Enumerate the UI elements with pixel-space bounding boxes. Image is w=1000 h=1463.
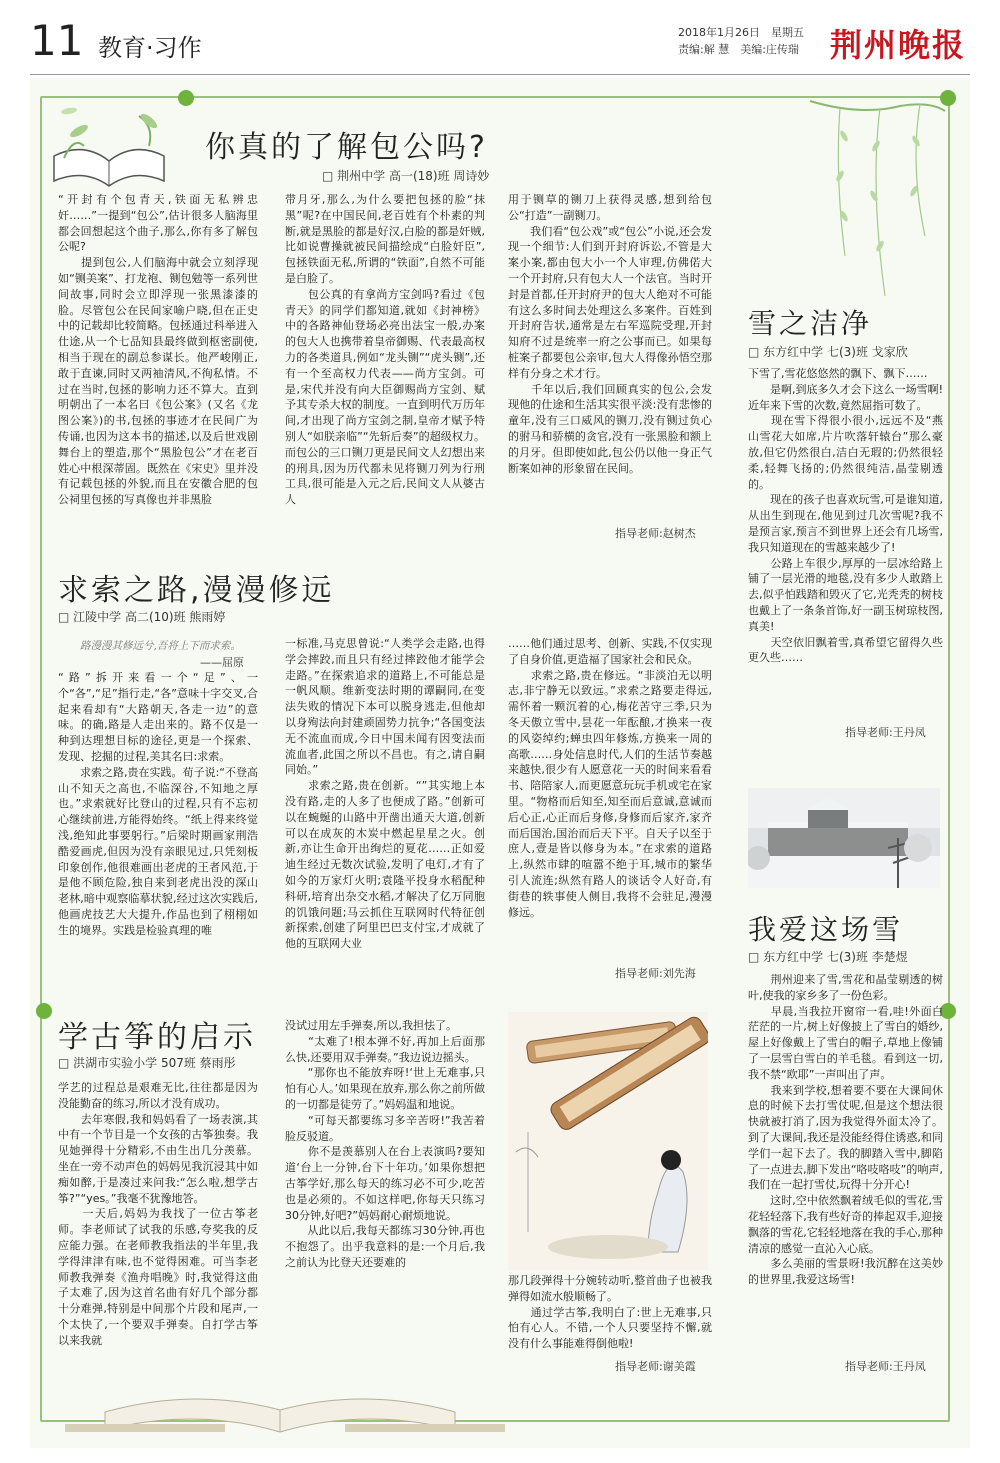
byline-woai: □ 东方红中学 七(3)班 李楚煜 [748, 950, 908, 964]
article-body-woai: 荆州迎来了雪,雪花和晶莹剔透的树叶,使我的家乡多了一份色彩。 早晨,当我拉开窗帘一看,哇!外面白茫茫的一片,树上好像披上了雪白的婚纱,屋上好像戴上了雪白的帽子,草地上像铺了一层雪白雪白的羊毛毯。看到这一切,我不禁“欧耶”一声叫出了声。 我来到学校,想着要不要在大课间休息的时候下去打雪仗呢,但是这个想法很快就被打消了,因为我觉得外面太冷了。到了大课间,我还是没能经得住诱惑,和同学们一起下去了。我的脚踏入雪中,脚陷了一点进去,脚下发出“咯吱咯吱”的响声,我们在一起打雪仗,玩得十分开心! 这时,空中依然飘着绒毛似的雪花,雪花轻轻落下,我有些好奇的捧起双手,迎接飘落的雪花,它轻轻地落在我的手心,那种清凉的感觉一直沁入心底。 多么美丽的雪景呀!我沉醉在这美妙的世界里,我爱这场雪! [748, 973, 943, 1287]
editors-line: 责编:解 慧 美编:庄传瑞 [678, 43, 799, 56]
teacher-baogong: 指导老师:赵树杰 [615, 527, 696, 540]
article-title-guzheng: 学古筝的启示 [58, 1020, 256, 1055]
byline-guzheng: □ 洪湖市实验小学 507班 蔡雨彤 [58, 1056, 236, 1070]
article-title-xue: 雪之洁净 [748, 307, 873, 340]
article-body-qiusuo-col3: ……他们通过思考、创新、实践,不仅实现了自身价值,更造福了国家社会和民众。 求索之路,贵在修远。“非淡泊无以明志,非宁静无以致远。”求索之路要走得远,需怀着一颗沉着的心,梅花苦守三季,只为冬天傲立雪中,昙花一年酝酿,才换来一夜的风姿绰约;蝉虫四年修炼,方换来一周的高歌……身处信息时代,人们的生活节奏越来越快,很少有人愿意花一天的时间来看看书、陪陪家人,而更愿意玩玩手机或宅在家里。“物格而后知至,知至而后意诚,意诚而后心正,心正而后身修,身修而后家齐,家齐而后国治,国治而后天下平。自天子以至于庶人,壹是皆以修身为本。”在求索的道路上,纵然市肆的喧嚣不绝于耳,城市的繁华引人流连;纵然有路人的谈话令人好奇,有街巷的轶事使人侧目,我将不会驻足,漫漫修远。 [508, 637, 712, 919]
epigraph-qiusuo: 路漫漫其修远兮,吾将上下而求索。 [80, 640, 241, 652]
snow-city-wall-photo [748, 788, 940, 888]
byline-xue: □ 东方红中学 七(3)班 戈家欣 [748, 345, 908, 359]
article-body-qiusuo-col1: “路”拆开来看一个“足”、一个“各”,“足”指行走,“各”意味十字交叉,合起来看却有“大路朝天,各走一边”的意味。的确,路是人走出来的。路不仅是一种到达理想目标的途径,更是一个探索、发现、挖掘的过程,美其名曰:求索。 求索之路,贵在实践。荀子说:“不登高山不知天之高也,不临深谷,不知地之厚也。”求索就好比登山的过程,只有不忘初心继续前进,方能得始终。“纸上得来终觉浅,绝知此事要躬行。”后梁时期画家荆浩酷爱画虎,但因为没有亲眼见过,只凭刻板印象创作,他很难画出老虎的王者风范,于是他不顾危险,独自来到老虎出没的深山老林,暗中观察临摹状貌,经过这次实践后,他画虎技艺大大提升,作品也到了栩栩如生的境界。实践是检验真理的唯 [58, 671, 258, 937]
green-dot-icon [36, 1003, 52, 1019]
section-title: 教育·习作 [98, 34, 202, 62]
article-body-guzheng-col3: 那几段弹得十分婉转动听,整首曲子也被我弹得如流水般顺畅了。 通过学古筝,我明白了:世上无难事,只怕有心人。不错,一个人只要坚持不懈,就没有什么事能难得倒他啦! [508, 1274, 712, 1351]
willow-branch-illustration [800, 96, 950, 306]
header-rule [30, 74, 970, 75]
byline-baogong: □ 荆州中学 高一(18)班 周诗妙 [322, 169, 490, 183]
teacher-guzheng: 指导老师:谢美霞 [615, 1360, 696, 1373]
byline-qiusuo: □ 江陵中学 高二(10)班 熊雨婷 [58, 610, 226, 624]
newspaper-logo: 荆州晚报 [830, 26, 967, 64]
article-body-baogong-col2: 带月牙,那么,为什么要把包拯的脸“抹黑”呢?在中国民间,老百姓有个朴素的判断,就是黑脸的都是好汉,白脸的都是奸贼,比如说曹操就被民间描绘成“白脸奸臣”,包拯铁面无私,所谓的“铁面”,自然不可能是白脸了。 包公真的有拿尚方宝剑吗?看过《包青天》的同学们都知道,就如《封神榜》中的各路神仙登场必亮出法宝一般,办案的包大人也携带着皇帝御赐、代表最高权力的各类道具,例如“龙头铡”“虎头铡”,还有一个至高权力代表——尚方宝剑。可是,宋代并没有向大臣御赐尚方宝剑、赋予其专杀大权的制度。一直到明代万历年间,才出现了尚方宝剑之制,皇帝才赋予特别人“如朕亲临”“先斩后奏”的超级权力。而包公的三口铡刀更是民间文人幻想出来的刑具,因为历代都未见将铡刀列为行刑工具,很可能是入元之后,民间文人从婆古人 [285, 193, 485, 507]
article-body-guzheng-col2: 没试过用左手弹奏,所以,我担怯了。 “太难了!根本弹不好,再加上后面那么快,还要用双手弹奏。”我边说边摇头。 “那你也不能放弃呀!‘世上无难事,只怕有心人。’如果现在放弃,那么你之前所做的一切都是徒劳了。”妈妈温和地说。 “可每天都要练习多辛苦呀!”我苦着脸反驳道。 你不是羡慕别人在台上表演吗?要知道‘台上一分钟,台下十年功。’如果你想把古筝学好,那么每天的练习必不可少,吃苦也是必须的。不如这样吧,你每天只练习30分钟,好吧?”妈妈耐心耐烦地说。 从此以后,我每天都练习30分钟,再也不抱怨了。出乎我意料的是:一个月后,我之前认为比登天还要难的 [285, 1019, 485, 1269]
epigraph-source-qiusuo: ——屈原 [200, 656, 244, 669]
teacher-xue: 指导老师:王丹凤 [845, 726, 926, 739]
article-body-baogong-col3: 用于铡草的铡刀上获得灵感,想到给包公“打造”一副铡刀。 我们看“包公戏”或“包公”小说,还会发现一个细节:人们到开封府诉讼,不管是大案小案,都由包大小一个人审理,仿佛偌大一个开封府,只有包大人一个法官。当时开封是首都,任开封府尹的包大人绝对不可能有这么多时间去处理这么多案件。百姓到开封府告状,通常是左右军巡院受理,开封知府不过是统率一府之公事而已。如果每桩案子都要包公亲审,包大人得像孙悟空那样有分身之术才行。 千年以后,我们回顾真实的包公,会发现他的仕途和生活其实很平淡:没有悲惨的童年,没有三口威风的铡刀,没有铡过负心的驸马和骄横的贪官,没有一张黑脸和额上的月牙。但即使如此,包公仍以他一身正气断案如神的形象留在民间。 [508, 193, 712, 475]
article-body-qiusuo-col2: 一标准,马克思曾说:“人类学会走路,也得学会摔跤,而且只有经过摔跤他才能学会走路。”在探索追求的道路上,不可能总是一帆风顺。维新变法时期的谭嗣同,在变法失败的情况下本可以脱身逃走,但他却以身殉法向封建顽固势力抗争;“各国变法无不流血而成,今日中国未闻有因变法而流血者,此国之所以不昌也。有之,请自嗣同始。” 求索之路,贵在创新。“”其实地上本没有路,走的人多了也便成了路。”创新可以在蜿蜒的山路中开凿出通天大道,创新可以在成灰的木炭中燃起星星之火。创新,亦让生命开出绚烂的夏花……正如爱迪生经过无数次试验,发明了电灯,才有了如今的万家灯火明;袁隆平投身水稻配种科研,培育出杂交水稻,才解决了亿万同胞的饥饿问题;马云抓住互联网时代特征创新探索,创建了阿里巴巴支付宝,才成就了他的互联网大业 [285, 637, 485, 951]
article-body-xue: 下雪了,雪花悠悠然的飘下、飘下…… 是啊,到底多久才会下这么一场雪啊!近年来下雪的次数,竟然屈指可数了。 现在雪下得很小很小,远远不及“燕山雪花大如席,片片吹落轩辕台”那么豪放,但它仍然很白,洁白无瑕的;仍然很轻柔,轻舞飞扬的;仍然很纯洁,晶莹剔透的。 现在的孩子也喜欢玩雪,可是谁知道,从出生到现在,他见到过几次雪呢?我不是预言家,预言不到世界上还会有几场雪,我只知道现在的雪越来越少了! 公路上车很少,厚厚的一层冰给路上铺了一层光滑的地毯,没有多少人敢踏上去,似乎怕践踏和毁灭了它,光秃秃的树枝也戴上了一条条首饰,好一副玉树琼枝图,真美! 天空依旧飘着雪,真希望它留得久些更久些…… [748, 367, 943, 665]
header-info [678, 24, 804, 58]
teacher-qiusuo: 指导老师:刘先海 [615, 967, 696, 980]
page-header [0, 0, 1000, 80]
open-book-illustration [44, 86, 174, 196]
article-title-baogong: 你真的了解包公吗? [205, 130, 488, 165]
article-body-guzheng-col1: 学艺的过程总是艰难无比,往往都是因为没能勤奋的练习,所以才没有成功。 去年寒假,我和妈妈看了一场表演,其中有一个节目是一个女孩的古筝独奏。我见她弹得十分精彩,不由生出几分羡慕。坐在一旁不动声色的妈妈见我沉浸其中如痴如醉,于是凑过来问我:“怎么啦,想学古筝?”“yes。”我毫不犹豫地答。 一天后,妈妈为我找了一位古筝老师。李老师试了试我的乐感,夸奖我的反应能力强。在老师教我指法的半年里,我学得津津有味,也不觉得困难。可当李老师教我弹奏《渔舟唱晚》时,我觉得这曲子太难了,因为这首名曲有好几个部分都十分难弹,特别是中间那个片段和尾声,一个太快了,一个要双手弹奏。自打学古筝以来我就 [58, 1081, 258, 1347]
article-title-woai: 我爱这场雪 [748, 913, 904, 946]
guzheng-illustration [508, 1012, 708, 1270]
article-title-qiusuo: 求索之路,漫漫修远 [58, 573, 335, 608]
page-number: 11 [30, 16, 84, 65]
article-body-baogong-col1: “开封有个包青天,铁面无私辨忠奸……”一提到“包公”,估计很多人脑海里都会回想起这个曲子,那么,你有多了解包公呢? 提到包公,人们脑海中就会立刻浮现如“铡美案”、打龙袍、铡包勉等一系列世间故事,同时会立即浮现一张黑漆漆的脸。尽管包公在民间家喻户晓,但在正史中的记载却比较简略。包拯通过科举进入仕途,从一个七品知县最终做到枢密副使,相当于现在的副总参谋长。他严峻刚正,敢于直谏,同时又两袖清风,不徇私情。不过在当时,包拯的影响力还不算大。直到明朝出了一本名曰《包公案》(又名《龙图公案》)的书,包拯的事迹才在民间广为传诵,也因为这本书的描述,以及后世戏剧舞台上的塑造,那个“黑脸包公”才在老百姓心中根深蒂固。既然在《宋史》里并没有记载包拯的外貌,而且在安徽合肥的包公祠里包拯的写真像也并非黑脸 [58, 193, 258, 507]
date-line: 2018年1月26日 星期五 [678, 26, 804, 39]
teacher-woai: 指导老师:王丹凤 [845, 1360, 926, 1373]
books-illustration [45, 1372, 515, 1437]
green-dot-icon [178, 90, 194, 106]
